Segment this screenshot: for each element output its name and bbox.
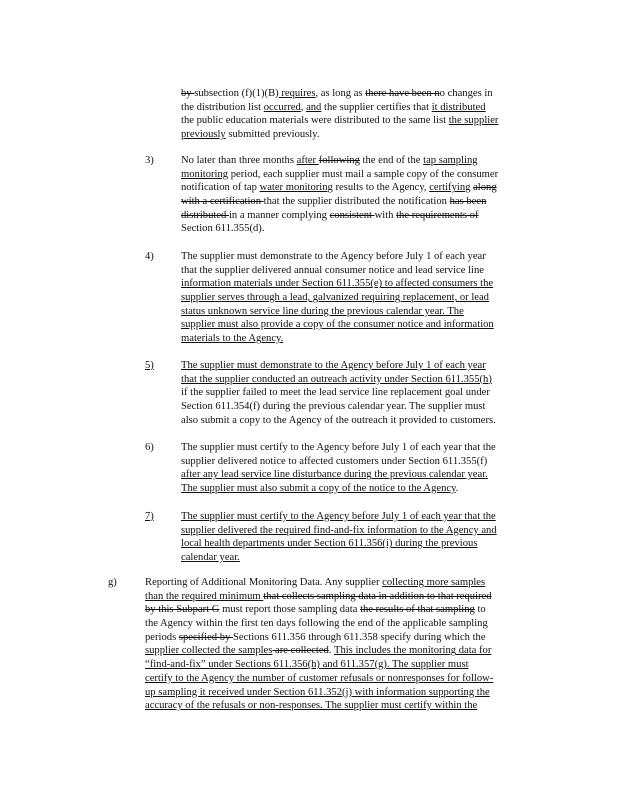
deleted-text-run: by this Subpart G	[145, 604, 220, 616]
text-run: notification of tap	[181, 182, 260, 194]
text-run: The supplier must demonstrate to the Agency before July 1 of each year	[181, 251, 486, 262]
inserted-text-run: previously	[181, 129, 226, 141]
text-line	[181, 537, 497, 551]
text-line	[181, 181, 498, 195]
item-number-text: 7)	[145, 511, 154, 522]
inserted-text-run: This includes the monitoring data for	[333, 645, 492, 657]
text-line	[181, 441, 496, 455]
text-line	[145, 699, 493, 713]
text-line	[181, 209, 498, 223]
inserted-text-run: information materials under Section 611.355(e) to affected consumers the	[181, 278, 494, 290]
text-run: Reporting of Additional Monitoring Data. Any supplier	[145, 577, 383, 588]
inserted-text-run: The supplier must also submit a copy of the notice to the Agency	[181, 483, 456, 495]
inserted-text-run: it distributed	[431, 101, 486, 113]
text-line	[181, 318, 494, 332]
item-number-4	[145, 250, 154, 264]
inserted-text-run: materials to the Agency.	[181, 333, 284, 345]
text-run: the Agency within the first ten days following the end of the applicable sampling	[145, 618, 488, 630]
item-5-paragraph	[181, 359, 496, 427]
text-line	[181, 305, 494, 319]
text-run: that the supplier distributed the notification	[263, 196, 450, 208]
text-run: in a manner complying	[228, 209, 330, 221]
text-run: must report those sampling data	[219, 604, 361, 616]
deleted-text-run: by	[181, 88, 195, 99]
text-line	[145, 617, 493, 631]
inserted-text-run: calendar year.	[181, 552, 240, 564]
text-line	[181, 332, 494, 346]
text-run: The supplier must certify to the Agency before July 1 of each year that the	[181, 442, 496, 453]
text-line	[145, 644, 493, 658]
inserted-text-run: supplier collected the samples	[145, 645, 273, 657]
text-run: results to the Agency,	[332, 182, 430, 194]
item-number-text: 5)	[145, 360, 154, 371]
inserted-text-run: requires	[278, 88, 316, 99]
text-line	[145, 672, 493, 686]
text-line	[181, 359, 496, 373]
continuation-paragraph	[181, 87, 498, 142]
text-line	[181, 291, 494, 305]
item-number-3	[145, 154, 154, 168]
text-run: Sections 611.356 through 611.358 specify during which the	[232, 631, 486, 643]
inserted-text-run: than the required minimum	[145, 590, 264, 602]
text-line	[181, 101, 498, 115]
inserted-text-run: and	[306, 101, 322, 113]
text-line	[181, 524, 497, 538]
text-line	[181, 510, 497, 524]
text-line	[145, 658, 493, 672]
text-run: to	[474, 604, 486, 616]
text-run: ,	[300, 101, 307, 113]
deleted-text-run: has been	[449, 196, 487, 208]
text-line	[181, 195, 498, 209]
text-line	[181, 373, 496, 387]
text-line	[181, 114, 498, 128]
inserted-text-run: The supplier must demonstrate to the Agency before July 1 of each year	[181, 360, 486, 371]
text-line	[145, 590, 493, 604]
inserted-text-run: up sampling it received under Section 611.352(j) with information supporting the	[145, 686, 490, 698]
item-4-paragraph	[181, 250, 494, 346]
text-line	[181, 222, 498, 236]
inserted-text-run: water monitoring	[259, 182, 333, 194]
text-line	[181, 154, 498, 168]
text-run: No later than three months	[181, 155, 297, 166]
text-run: if the supplier failed to meet the lead service line replacement goal under	[181, 387, 490, 399]
inserted-text-run: certify to the Agency the number of customer refusals or nonresponses for follow-	[145, 672, 494, 684]
deleted-text-run: specified by	[178, 631, 233, 643]
text-run: the public education materials were distributed to the same list	[181, 115, 449, 127]
text-line	[181, 264, 494, 278]
deleted-text-run: there have been n	[365, 88, 440, 99]
text-line	[181, 386, 496, 400]
deleted-text-run: distributed	[181, 209, 229, 221]
deleted-text-run: following	[318, 155, 360, 166]
deleted-text-run: the results of that sampling	[360, 604, 475, 616]
inserted-text-run: certifying	[429, 182, 471, 194]
text-run: the end of the	[359, 155, 424, 166]
text-run: , as long as	[315, 88, 366, 99]
section-g-paragraph	[145, 576, 493, 713]
text-run: periods	[145, 631, 179, 643]
text-line	[181, 87, 498, 101]
text-run: submitted previously.	[225, 129, 320, 141]
text-line	[181, 551, 497, 565]
text-line	[181, 168, 498, 182]
inserted-text-run: supplier must also provide a copy of the consumer notice and information	[181, 319, 494, 331]
text-line	[181, 400, 496, 414]
item-number-text: 3)	[145, 155, 154, 166]
text-line	[145, 631, 493, 645]
text-run: o changes in	[439, 88, 493, 99]
text-run: the distribution list	[181, 101, 264, 113]
inserted-text-run: collecting more samples	[382, 577, 486, 588]
text-line	[145, 576, 493, 590]
inserted-text-run: the supplier	[448, 115, 499, 127]
deleted-text-run: that collects sampling data in addition to that required	[263, 590, 492, 602]
deleted-text-run: are collected	[272, 645, 329, 657]
item-7-paragraph	[181, 510, 497, 565]
item-3-paragraph	[181, 154, 498, 236]
text-line	[181, 128, 498, 142]
text-line	[181, 455, 496, 469]
inserted-text-run: accuracy of the refusals or non-responses. The supplier must certify within the	[145, 700, 478, 712]
item-6-paragraph	[181, 441, 496, 496]
text-run: .	[328, 645, 334, 657]
text-line	[181, 482, 496, 496]
inserted-text-run: after any lead service line disturbance during the previous calendar year.	[181, 469, 488, 481]
text-run: Section 611.354(f) during the previous calendar year. The supplier must	[181, 401, 486, 413]
item-number-text: 4)	[145, 251, 154, 262]
inserted-text-run: status unknown service line during the previous calendar year. The	[181, 305, 464, 317]
inserted-text-run: that the supplier conducted an outreach activity under Section 611.355(h)	[181, 373, 492, 385]
section-g-label: g)	[108, 577, 117, 588]
deleted-text-run: consistent	[329, 209, 375, 221]
text-run: period, each supplier must mail a sample copy of the consumer	[228, 168, 499, 180]
text-line	[181, 250, 494, 264]
inserted-text-run: tap sampling	[423, 155, 478, 166]
text-line	[181, 414, 496, 428]
inserted-text-run: local health departments under Section 611.356(i) during the previous	[181, 538, 478, 550]
inserted-text-run: after	[296, 155, 319, 166]
text-run: subsection (f)(1)(B)	[194, 88, 279, 99]
deleted-text-run: along	[473, 182, 497, 194]
text-run: supplier delivered notice to affected customers under Section 611.355(f)	[181, 455, 488, 467]
item-number-text: 6)	[145, 442, 154, 453]
inserted-text-run: “find-and-fix” under Sections 611.356(h) and 611.357(g). The supplier must	[145, 659, 469, 671]
text-run: that the supplier delivered annual consumer notice and lead service line	[181, 264, 484, 276]
item-number-6	[145, 441, 154, 455]
text-line	[145, 686, 493, 700]
text-line	[145, 603, 493, 617]
item-number-7	[145, 510, 154, 524]
text-line	[181, 468, 496, 482]
deleted-text-run: the requirements of	[396, 209, 479, 221]
text-run: also submit a copy to the Agency of the outreach it provided to customers.	[181, 414, 496, 426]
inserted-text-run: supplier delivered the required find-and-fix information to the Agency and	[181, 524, 497, 536]
text-line	[181, 277, 494, 291]
inserted-text-run: monitoring	[181, 168, 229, 180]
inserted-text-run: occurred	[263, 101, 301, 113]
text-run: Section 611.355(d).	[181, 223, 265, 235]
text-run: the supplier certifies that	[321, 101, 432, 113]
inserted-text-run: supplier serves through a lead, galvanized requiring replacement, or lead	[181, 292, 489, 304]
text-run: with	[374, 209, 397, 221]
inserted-text-run: The supplier must certify to the Agency before July 1 of each year that the	[181, 511, 496, 522]
text-run: .	[455, 483, 459, 495]
deleted-text-run: with a certification	[181, 196, 264, 208]
item-number-5	[145, 359, 154, 373]
